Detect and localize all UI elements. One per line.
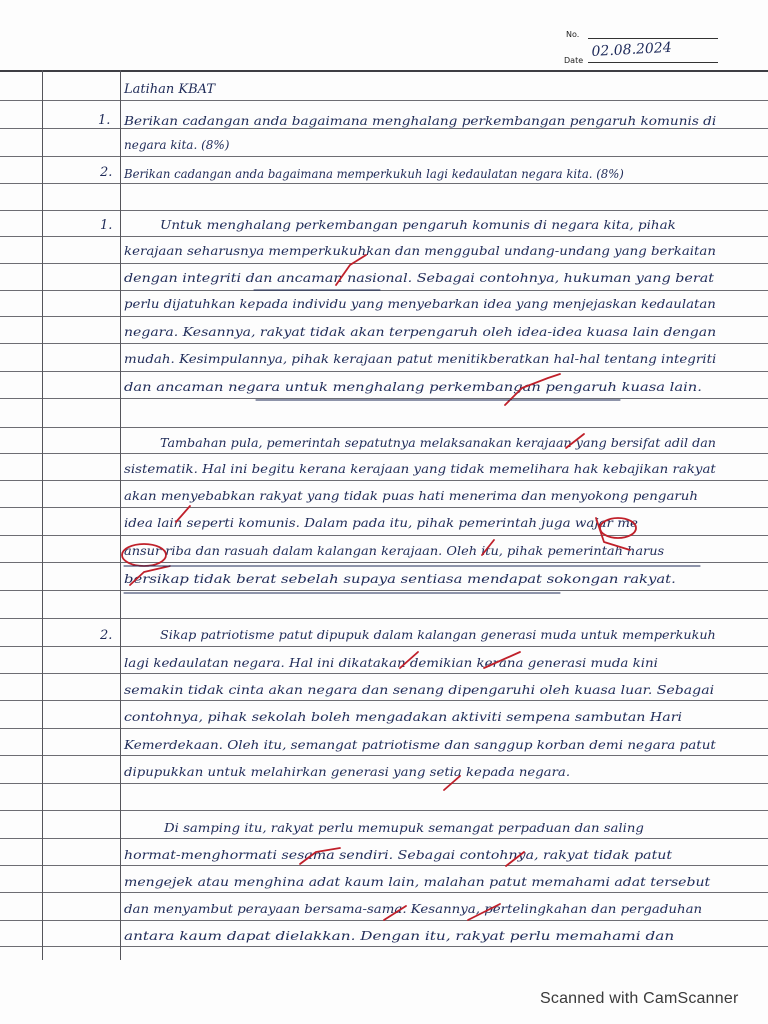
answer-line: dan menyambut perayaan bersama-sama. Kesannya, pertelingkahan dan pergaduhan: [124, 902, 703, 916]
answer-line: bersikap tidak berat sebelah supaya sentiasa mendapat sokongan rakyat.: [124, 572, 676, 586]
question-2-number: 2.: [100, 165, 113, 180]
answer-line: Sikap patriotisme patut dipupuk dalam kalangan generasi muda untuk memperkukuh: [160, 628, 716, 642]
ruled-line: [0, 728, 768, 729]
ruled-line: [0, 783, 768, 784]
ruled-line: [0, 316, 768, 317]
scanner-watermark: Scanned with CamScanner: [540, 990, 739, 1007]
answer-1-number: 1.: [100, 218, 113, 233]
ruled-line: [0, 810, 768, 811]
answer-line: ansur riba dan rasuah dalam kalangan kerajaan. Oleh itu, pihak pemerintah harus: [124, 544, 665, 558]
ruled-line: [0, 453, 768, 454]
answer-line: akan menyebabkan rakyat yang tidak puas hati menerima dan menyokong pengaruh: [124, 489, 698, 503]
ruled-line: [0, 371, 768, 372]
answer-line: lagi kedaulatan negara. Hal ini dikatakan demikian kerana generasi muda kini: [124, 656, 658, 670]
no-field-line: [588, 38, 718, 39]
ruled-line: [0, 946, 768, 947]
no-label: No.: [566, 30, 580, 39]
ruled-line: [0, 562, 768, 563]
ruled-line: [0, 590, 768, 591]
ruled-line: [0, 290, 768, 291]
ruled-line: [0, 100, 768, 101]
answer-line: kerajaan seharusnya memperkukuhkan dan menggubal undang-undang yang berkaitan: [124, 244, 716, 258]
answer-line: semakin tidak cinta akan negara dan senang dipengaruhi oleh kuasa luar. Sebagai: [124, 683, 715, 697]
ruled-line: [0, 865, 768, 866]
answer-line: mengejek atau menghina adat kaum lain, malahan patut memahami adat tersebut: [124, 875, 711, 889]
ruled-line: [0, 398, 768, 399]
answer-line: dipupukkan untuk melahirkan generasi yang setia kepada negara.: [124, 765, 571, 779]
ruled-line: [0, 480, 768, 481]
ruled-line: [0, 755, 768, 756]
ruled-line: [0, 618, 768, 619]
answer-line: contohnya, pihak sekolah boleh mengadakan aktiviti sempena sambutan Hari: [124, 710, 682, 724]
ruled-line: [0, 210, 768, 211]
answer-line: mudah. Kesimpulannya, pihak kerajaan patut menitikberatkan hal-hal tentang integriti: [124, 352, 717, 366]
ruled-line: [0, 343, 768, 344]
ruled-line: [0, 128, 768, 129]
answer-line: hormat-menghormati sesama sendiri. Sebagai contohnya, rakyat tidak patut: [124, 848, 673, 862]
ruled-line: [0, 263, 768, 264]
ruled-line: [0, 156, 768, 157]
ruled-line: [0, 236, 768, 237]
answer-line: dengan integriti dan ancaman nasional. Sebagai contohnya, hukuman yang berat: [124, 271, 714, 285]
answer-line: Di samping itu, rakyat perlu memupuk semangat perpaduan dan saling: [164, 821, 644, 835]
date-value: 02.08.2024: [591, 39, 673, 60]
answer-line: sistematik. Hal ini begitu kerana kerajaan yang tidak memelihara hak kebajikan rakyat: [124, 462, 716, 476]
answer-line: negara. Kesannya, rakyat tidak akan terpengaruh oleh idea-idea kuasa lain dengan: [124, 325, 717, 339]
answer-line: Untuk menghalang perkembangan pengaruh komunis di negara kita, pihak: [160, 218, 676, 232]
margin-line-number: [120, 70, 121, 960]
margin-line-left: [42, 70, 43, 960]
ruled-line: [0, 892, 768, 893]
ruled-line: [0, 535, 768, 536]
date-field-line: [588, 62, 718, 63]
question-1-line-1: Berikan cadangan anda bagaimana menghalang perkembangan pengaruh komunis di: [124, 114, 717, 128]
question-2-line-1: Berikan cadangan anda bagaimana memperkukuh lagi kedaulatan negara kita. (8%): [124, 167, 624, 181]
ruled-line: [0, 646, 768, 647]
answer-line: dan ancaman negara untuk menghalang perkembangan pengaruh kuasa lain.: [124, 380, 702, 394]
ruled-line: [0, 838, 768, 839]
ruled-line: [0, 427, 768, 428]
ruled-line: [0, 920, 768, 921]
question-1-line-2: negara kita. (8%): [124, 138, 230, 152]
ruled-line: [0, 183, 768, 184]
ruled-line: [0, 673, 768, 674]
exercise-title: Latihan KBAT: [124, 82, 216, 97]
question-1-number: 1.: [98, 113, 111, 128]
answer-line: antara kaum dapat dielakkan. Dengan itu, rakyat perlu memahami dan: [124, 929, 675, 943]
answer-line: Kemerdekaan. Oleh itu, semangat patriotisme dan sanggup korban demi negara patut: [124, 738, 716, 752]
ruled-line: [0, 700, 768, 701]
ruled-line: [0, 507, 768, 508]
ruled-line: [0, 70, 768, 72]
answer-line: idea lain seperti komunis. Dalam pada itu, pihak pemerintah juga wajar me: [124, 516, 638, 530]
answer-line: Tambahan pula, pemerintah sepatutnya melaksanakan kerajaan yang bersifat adil dan: [160, 436, 716, 450]
answer-line: perlu dijatuhkan kepada individu yang menyebarkan idea yang menjejaskan kedaulatan: [124, 297, 716, 311]
answer-2-number: 2.: [100, 628, 113, 643]
date-label: Date: [564, 56, 584, 65]
